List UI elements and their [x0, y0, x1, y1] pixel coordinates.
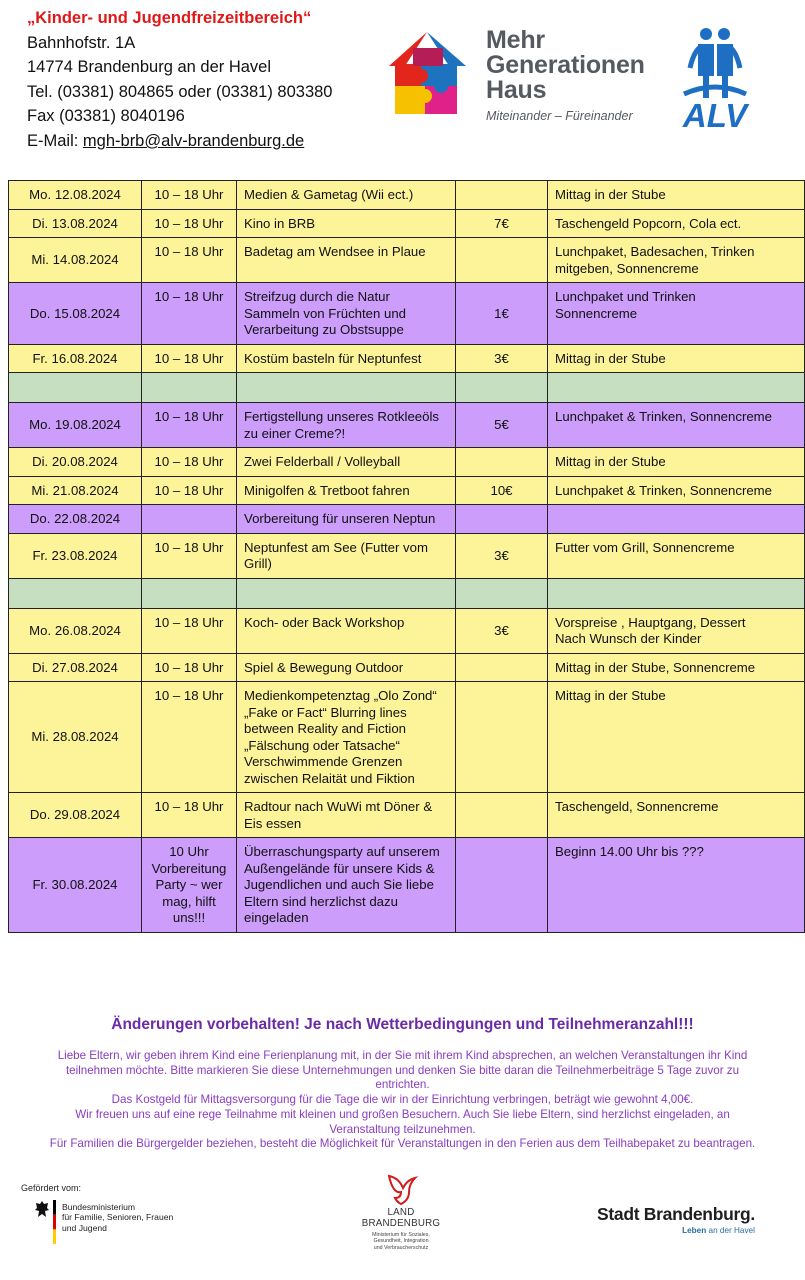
notes-line: Vorspreise , Hauptgang, Dessert: [555, 614, 746, 630]
activity-line: Neptunfest am See (Futter vom Grill): [244, 539, 428, 571]
stadt-name: Stadt Brandenburg.: [597, 1204, 755, 1224]
stadt-brandenburg-logo: [597, 1204, 755, 1235]
date-cell: Do. 29.08.2024: [9, 793, 142, 838]
time-cell: [142, 373, 237, 403]
mgh-line3: Haus: [486, 76, 547, 104]
schedule-row: [9, 608, 805, 653]
funded-by-label: Gefördert vom:: [21, 1183, 82, 1193]
time-cell: 10 – 18 Uhr: [142, 448, 237, 477]
ministry-line: Ministerium für Soziales,: [372, 1232, 430, 1238]
info-paragraph: Wir freuen uns auf eine rege Teilnahme mit kleinen und großen Besuchern. Auch Sie liebe Eltern, sind herzlichst eingeladen, an Veranstaltung teilzunehmen.: [75, 1107, 730, 1136]
mehrgenerationenhaus-house-icon: [385, 30, 470, 114]
schedule-row: [9, 838, 805, 933]
date-cell: Mo. 19.08.2024: [9, 403, 142, 448]
activity-cell: [237, 533, 456, 578]
price-cell: [456, 793, 548, 838]
notes-line: Mittag in der Stube: [555, 454, 666, 469]
schedule-body: [9, 181, 805, 933]
notes-cell: [548, 373, 805, 403]
mgh-line1: Mehr: [486, 26, 545, 54]
notes-line: Lunchpaket & Trinken, Sonnencreme: [555, 409, 772, 424]
price-cell: [456, 838, 548, 933]
mgh-line2: Generationen: [486, 51, 645, 79]
date-cell: Do. 22.08.2024: [9, 505, 142, 534]
notes-cell: [548, 209, 805, 238]
activity-cell: [237, 344, 456, 373]
price-cell: [456, 448, 548, 477]
stadt-tag-bold: Leben: [682, 1226, 707, 1235]
info-paragraph: Das Kostgeld für Mittagsversorgung für die Tage die wir in der Einrichtung verbringen, beträgt wie gewohnt 4,00€.: [111, 1093, 694, 1107]
notes-cell: [548, 448, 805, 477]
time-cell: 10 – 18 Uhr: [142, 344, 237, 373]
date-cell: Mo. 26.08.2024: [9, 608, 142, 653]
activity-line: „Fälschung oder Tatsache“ Verschwimmende Grenzen zwischen Relaität und Fiktion: [244, 737, 415, 786]
schedule-row: [9, 682, 805, 793]
schedule-row: [9, 793, 805, 838]
email-link[interactable]: mgh-brb@alv-brandenburg.de: [82, 131, 305, 150]
notes-cell: [548, 838, 805, 933]
notes-cell: [548, 653, 805, 682]
activity-line: Spiel & Bewegung Outdoor: [244, 659, 404, 675]
activity-line: „Fake or Fact“ Blurring lines between Reality and Fiction: [244, 704, 407, 736]
notes-cell: [548, 403, 805, 448]
schedule-row: [9, 476, 805, 505]
notes-line: Nach Wunsch der Kinder: [555, 631, 702, 646]
date-cell: Mo. 12.08.2024: [9, 181, 142, 210]
info-paragraph: Für Familien die Bürgergelder beziehen, besteht die Möglichkeit für Veranstaltungen in den Ferien aus dem Teilhabepaket zu beantragen.: [49, 1137, 756, 1151]
price-cell: 1€: [456, 283, 548, 345]
fax: Fax (03381) 8040196: [27, 107, 185, 126]
notes-line: Lunchpaket & Trinken, Sonnencreme: [555, 482, 772, 498]
activity-line: Koch- oder Back Workshop: [244, 614, 405, 630]
activity-cell: [237, 578, 456, 608]
activity-line: Medienkompetenztag „Olo Zond“: [244, 688, 437, 703]
activity-cell: [237, 793, 456, 838]
date-cell: Fr. 16.08.2024: [9, 344, 142, 373]
notes-cell: [548, 344, 805, 373]
activity-cell: [237, 505, 456, 534]
date-cell: Fr. 23.08.2024: [9, 533, 142, 578]
email-line: [27, 129, 332, 154]
notes-cell: [548, 181, 805, 210]
activity-line: Fertigstellung unseres Rotkleeöls zu einer Creme?!: [244, 409, 439, 441]
activity-line: Badetag am Wendsee in Plaue: [244, 244, 426, 259]
weekend-separator-row: [9, 373, 805, 403]
email-label: E-Mail:: [27, 131, 83, 150]
activity-cell: [237, 653, 456, 682]
date-cell: Di. 27.08.2024: [9, 653, 142, 682]
activity-line: Überraschungsparty auf unserem Außengelände für unsere Kids & Jugendlichen und auch Sie liebe Eltern sind herzlichst dazu eingeladen: [244, 844, 440, 925]
date-cell: Di. 20.08.2024: [9, 448, 142, 477]
alv-logo-icon: [676, 24, 754, 132]
time-cell: 10 – 18 Uhr: [142, 608, 237, 653]
time-cell: 10 – 18 Uhr: [142, 403, 237, 448]
activity-cell: [237, 373, 456, 403]
notes-line: Mittag in der Stube, Sonnencreme: [555, 659, 756, 675]
land-line2: BRANDENBURG: [361, 1217, 441, 1229]
time-cell: 10 – 18 Uhr: [142, 653, 237, 682]
land-line1: LAND: [387, 1207, 415, 1218]
bmfsfj-logo: [34, 1200, 214, 1244]
weekend-separator-row: [9, 578, 805, 608]
schedule-row: [9, 181, 805, 210]
info-paragraph: Liebe Eltern, wir geben ihrem Kind eine Ferienplanung mit, in der Sie mit ihrem Kind absprechen, an welchen Veranstaltungen ihr Kind teilnehmen möchte. Bitte markieren Sie diese Unternehmungen und denken Sie bitte daran die Teilnehmerbeiträge 5 Tage zuvor zu entrichten.: [57, 1049, 748, 1092]
price-cell: [456, 238, 548, 283]
time-cell: [142, 578, 237, 608]
notes-cell: [548, 283, 805, 345]
schedule-row: [9, 448, 805, 477]
price-cell: 3€: [456, 533, 548, 578]
activity-line: Vorbereitung für unseren Neptun: [244, 511, 436, 526]
price-cell: [456, 578, 548, 608]
notes-line: Mittag in der Stube: [555, 187, 666, 202]
notes-line: Mittag in der Stube: [555, 350, 666, 366]
price-cell: [456, 373, 548, 403]
notes-cell: [548, 505, 805, 534]
activity-cell: [237, 838, 456, 933]
activity-line: Minigolfen & Tretboot fahren: [244, 482, 410, 498]
notes-line: Taschengeld Popcorn, Cola ect.: [555, 215, 742, 231]
date-cell: Mi. 14.08.2024: [9, 238, 142, 283]
activity-cell: [237, 448, 456, 477]
notes-cell: [548, 682, 805, 793]
activity-line: Sammeln von Früchten und Verarbeitung zu Obstsuppe: [244, 305, 406, 337]
price-cell: [456, 653, 548, 682]
notes-cell: [548, 238, 805, 283]
date-cell: [9, 373, 142, 403]
notes-line: Futter vom Grill, Sonnencreme: [555, 539, 735, 555]
schedule-table: [8, 180, 805, 933]
notes-line: Lunchpaket und Trinken: [555, 289, 696, 304]
activity-cell: [237, 283, 456, 345]
red-eagle-icon: [381, 1172, 421, 1208]
notes-cell: [548, 578, 805, 608]
notes-cell: [548, 608, 805, 653]
schedule-row: [9, 403, 805, 448]
activity-cell: [237, 209, 456, 238]
price-cell: 5€: [456, 403, 548, 448]
activity-cell: [237, 682, 456, 793]
activity-line: Kino in BRB: [244, 215, 316, 231]
time-cell: 10 – 18 Uhr: [142, 238, 237, 283]
stadt-tag-rest: an der Havel: [706, 1226, 755, 1235]
price-cell: 3€: [456, 608, 548, 653]
activity-cell: [237, 181, 456, 210]
price-cell: [456, 181, 548, 210]
land-ministry: [360, 1232, 442, 1251]
time-cell: 10 – 18 Uhr: [142, 476, 237, 505]
date-cell: Mi. 21.08.2024: [9, 476, 142, 505]
date-cell: Do. 15.08.2024: [9, 283, 142, 345]
activity-line: Medien & Gametag (Wii ect.): [244, 187, 414, 202]
bmfsfj-line: Bundesministerium: [62, 1202, 136, 1212]
bmfsfj-line: und Jugend: [62, 1222, 107, 1233]
schedule-row: [9, 238, 805, 283]
notes-line: Taschengeld, Sonnencreme: [555, 799, 719, 814]
address-block: [27, 6, 332, 154]
notes-cell: [548, 533, 805, 578]
mgh-wordmark: [486, 28, 645, 123]
activity-cell: [237, 608, 456, 653]
date-cell: Di. 13.08.2024: [9, 209, 142, 238]
schedule-row: [9, 653, 805, 682]
schedule-row: [9, 283, 805, 345]
time-cell: 10 Uhr Vorbereitung Party ~ wer mag, hilft uns!!!: [142, 838, 237, 933]
phone: Tel. (03381) 804865 oder (03381) 803380: [27, 82, 333, 101]
date-cell: [9, 578, 142, 608]
price-cell: 3€: [456, 344, 548, 373]
activity-cell: [237, 403, 456, 448]
ministry-line: Gesundheit, Integration: [373, 1238, 429, 1245]
bmfsfj-line: für Familie, Senioren, Frauen: [62, 1212, 174, 1223]
price-cell: 7€: [456, 209, 548, 238]
notes-cell: [548, 793, 805, 838]
notes-cell: [548, 476, 805, 505]
schedule-row: [9, 344, 805, 373]
notes-line: Mittag in der Stube: [555, 688, 666, 703]
street: Bahnhofstr. 1A: [27, 33, 136, 52]
time-cell: 10 – 18 Uhr: [142, 181, 237, 210]
time-cell: 10 – 18 Uhr: [142, 793, 237, 838]
stadt-tagline: [597, 1226, 755, 1235]
date-cell: Mi. 28.08.2024: [9, 682, 142, 793]
org-name: „Kinder- und Jugendfreizeitbereich“: [27, 9, 312, 27]
time-cell: 10 – 18 Uhr: [142, 209, 237, 238]
date-cell: Fr. 30.08.2024: [9, 838, 142, 933]
notes-line: Beginn 14.00 Uhr bis ???: [555, 844, 704, 859]
activity-line: Kostüm basteln für Neptunfest: [244, 350, 422, 366]
parents-info: [40, 1049, 765, 1152]
activity-line: Streifzug durch die Natur: [244, 289, 390, 304]
activity-line: Zwei Felderball / Volleyball: [244, 454, 401, 469]
schedule-row: [9, 533, 805, 578]
ministry-line: und Verbraucherschutz: [373, 1244, 429, 1251]
land-brandenburg-logo: [360, 1172, 442, 1262]
time-cell: 10 – 18 Uhr: [142, 283, 237, 345]
mgh-tagline: Miteinander – Füreinander: [486, 109, 633, 123]
bmfsfj-text: [62, 1202, 173, 1233]
activity-cell: [237, 476, 456, 505]
city: 14774 Brandenburg an der Havel: [27, 58, 272, 77]
activity-line: Radtour nach WuWi mt Döner & Eis essen: [244, 799, 433, 831]
schedule-row: [9, 505, 805, 534]
price-cell: 10€: [456, 476, 548, 505]
german-flag-icon: [53, 1200, 56, 1244]
notes-line: Sonnencreme: [555, 305, 638, 321]
time-cell: 10 – 18 Uhr: [142, 682, 237, 793]
activity-cell: [237, 238, 456, 283]
alv-logo-text: ALV: [682, 97, 748, 132]
time-cell: 10 – 18 Uhr: [142, 533, 237, 578]
time-cell: [142, 505, 237, 534]
price-cell: [456, 682, 548, 793]
federal-eagle-icon: [34, 1200, 50, 1220]
price-cell: [456, 505, 548, 534]
changes-notice: Änderungen vorbehalten! Je nach Wetterbedingungen und Teilnehmeranzahl!!!: [111, 1016, 694, 1033]
notes-line: Lunchpaket, Badesachen, Trinken mitgeben, Sonnencreme: [555, 244, 755, 276]
schedule-row: [9, 209, 805, 238]
